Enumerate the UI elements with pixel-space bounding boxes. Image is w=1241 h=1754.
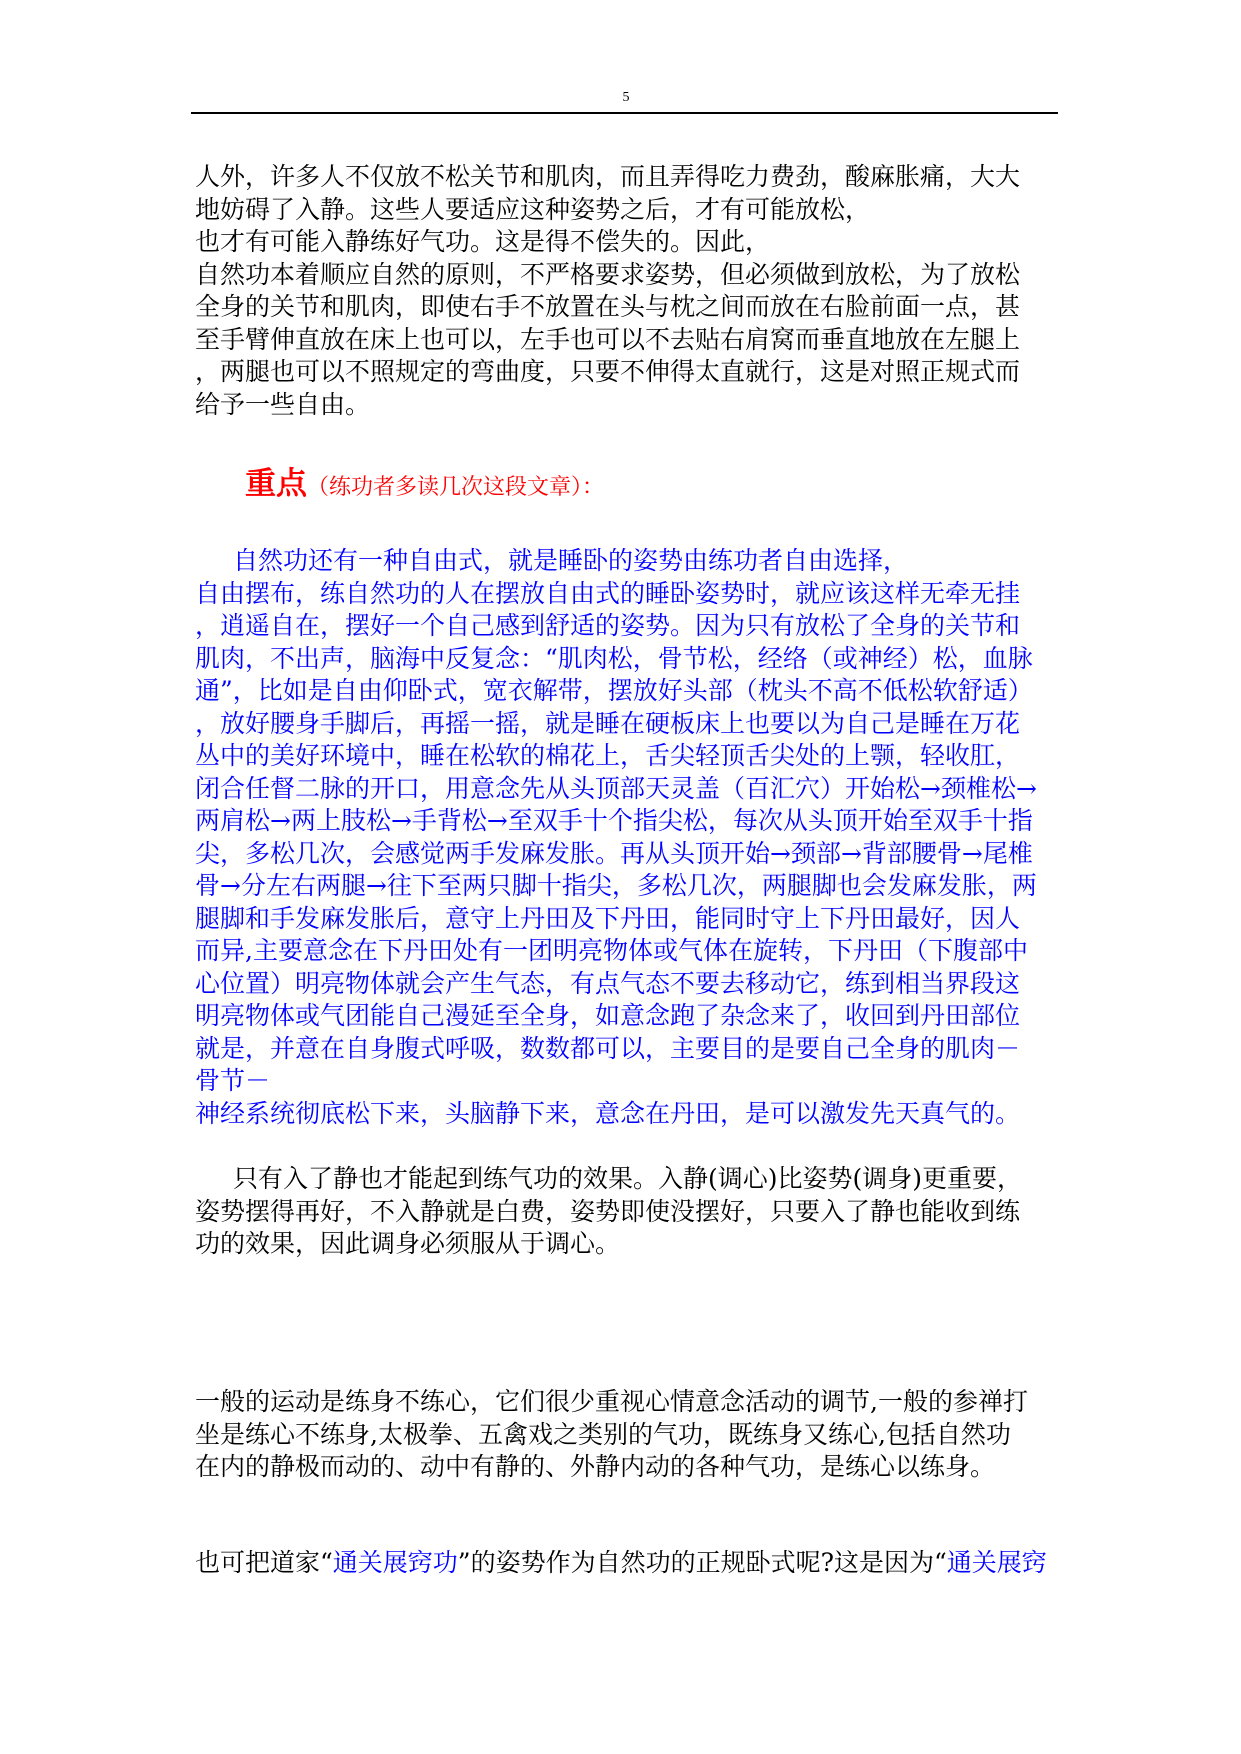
paragraph-body-mind <box>195 1386 1195 1484</box>
text-line: ，放好腰身手脚后，再摇一摇，就是睡在硬板床上也要以为自己是睡在万花 <box>195 708 1021 738</box>
text-line: 只有入了静也才能起到练气功的效果。入静(调心)比姿势(调身)更重要， <box>233 1164 1023 1193</box>
text-line: ，两腿也可以不照规定的弯曲度，只要不伸得太直就行，这是对照正规式而 <box>195 357 1021 386</box>
header-rule <box>191 112 1058 114</box>
key-point-note: （练功者多读几次这段文章）： <box>307 475 605 500</box>
text-line: 一般的运动是练身不练心，它们很少重视心情意念活动的调节,一般的参禅打 <box>195 1387 1028 1416</box>
text-line: 也才有可能入静练好气功。这是得不偿失的。因此， <box>195 227 771 256</box>
text-line: 尖，多松几次，会感觉两手发麻发胀。再从头顶开始→颈部→背部腰骨→尾椎 <box>195 838 1033 868</box>
text-line: 骨→分左右两腿→往下至两只脚十指尖，多松几次，两腿脚也会发麻发胀，两 <box>195 871 1037 900</box>
text-line: 自由摆布，练自然功的人在摆放自由式的睡卧姿势时，就应该这样无牵无挂 <box>195 578 1021 608</box>
text-line: 明亮物体或气团能自己漫延至全身，如意念跑了杂念来了，收回到丹田部位 <box>195 1001 1021 1030</box>
text-line: 在内的静极而动的、动中有静的、外静内动的各种气功，是练心以练身。 <box>195 1452 996 1481</box>
text-line: 神经系统彻底松下来，头脑静下来，意念在丹田，是可以激发先天真气的。 <box>195 1098 1021 1128</box>
text-line <box>195 1547 1195 1580</box>
text-line: 闭合任督二脉的开口，用意念先从头顶部天灵盖（百汇穴）开始松→颈椎松→ <box>195 773 1037 803</box>
key-point-heading <box>245 464 1241 508</box>
text-line: 功的效果，因此调身必须服从于调心。 <box>195 1229 621 1258</box>
text-line: 两肩松→两上肢松→手背松→至双手十个指尖松，每次从头顶开始至双手十指 <box>195 806 1033 835</box>
highlighted-term: 通关展窍 <box>946 1548 1047 1577</box>
key-point-label: 重点 <box>245 466 307 502</box>
text-line: 坐是练心不练身,太极拳、五禽戏之类别的气功，既练身又练心,包括自然功 <box>195 1419 1011 1449</box>
text-line: 腿脚和手发麻发胀后，意守上丹田及下丹田，能同时守上下丹田最好，因人 <box>195 903 1021 933</box>
paragraph-free-posture <box>195 545 1195 1130</box>
text-line: 全身的关节和肌肉，即使右手不放置在头与枕之间而放在右脸前面一点，甚 <box>195 292 1021 321</box>
paragraph-tongguan <box>195 1547 1195 1580</box>
paragraph-stillness <box>195 1163 1195 1261</box>
text-line: 丛中的美好环境中，睡在松软的棉花上，舌尖轻顶舌尖处的上颚，轻收肛， <box>195 741 1021 770</box>
text-line: 姿势摆得再好，不入静就是白费，姿势即使没摆好，只要入了静也能收到练 <box>195 1196 1021 1226</box>
text-line: ，逍遥自在，摆好一个自己感到舒适的姿势。因为只有放松了全身的关节和 <box>195 611 1021 640</box>
text-line: 至手臂伸直放在床上也可以，左手也可以不去贴右肩窝而垂直地放在左腿上 <box>195 324 1021 354</box>
text-line: 心位置）明亮物体就会产生气态，有点气态不要去移动它，练到相当界段这 <box>195 968 1021 998</box>
page-number: 5 <box>622 90 630 105</box>
text-segment: 也可把道家“ <box>195 1548 333 1577</box>
text-line: 肌肉，不出声，脑海中反复念：“肌肉松，骨节松，经络（或神经）松，血脉 <box>195 643 1033 673</box>
text-line: 而异,主要意念在下丹田处有一团明亮物体或气体在旋转，下丹田（下腹部中 <box>195 936 1028 965</box>
text-line: 就是，并意在自身腹式呼吸，数数都可以，主要目的是要自己全身的肌肉－ <box>195 1033 1021 1063</box>
text-line: 自然功本着顺应自然的原则，不严格要求姿势，但必须做到放松，为了放松 <box>195 259 1021 289</box>
highlighted-term: 通关展窍功 <box>332 1548 458 1577</box>
text-line: 通”，比如是自由仰卧式，宽衣解带，摆放好头部（枕头不高不低松软舒适） <box>195 676 1033 705</box>
text-segment: ”的姿势作为自然功的正规卧式呢?这是因为“ <box>457 1548 947 1577</box>
text-line: 人外，许多人不仅放不松关节和肌肉，而且弄得吃力费劲，酸麻胀痛，大大 <box>195 162 1021 191</box>
text-line: 给予一些自由。 <box>195 389 371 419</box>
text-line: 地妨碍了入静。这些人要适应这种姿势之后，才有可能放松， <box>195 194 871 224</box>
text-line: 骨节－ <box>195 1066 271 1095</box>
text-line: 自然功还有一种自由式，就是睡卧的姿势由练功者自由选择， <box>233 546 909 575</box>
paragraph-posture-freedom <box>195 161 1195 421</box>
